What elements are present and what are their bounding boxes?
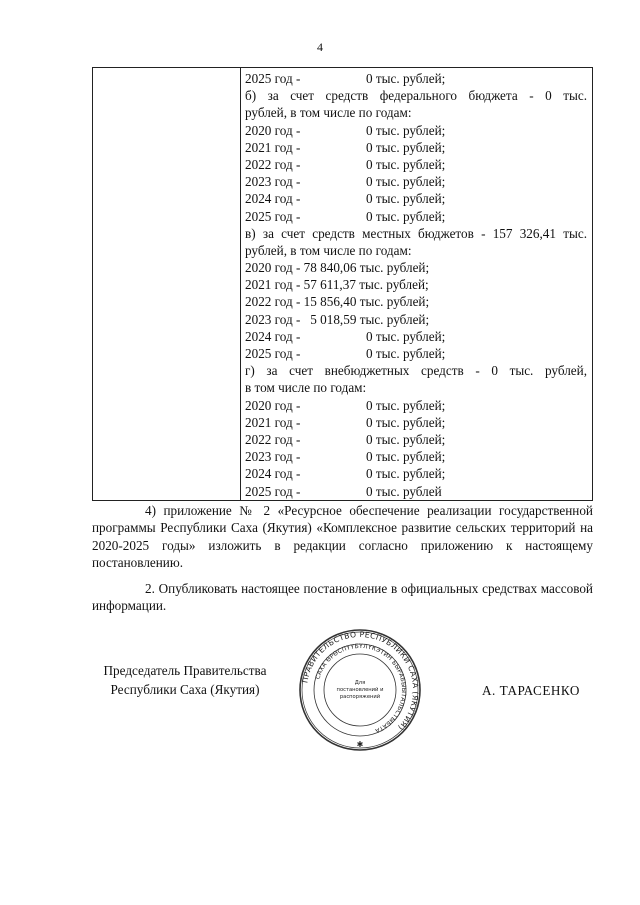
table-text-line: г) за счет внебюджетных средств - 0 тыс. рублей, xyxy=(245,363,587,379)
table-text-line: в) за счет средств местных бюджетов - 157 326,41 тыс. xyxy=(245,225,587,241)
table-year-row xyxy=(245,173,587,190)
year-label: 2023 год - xyxy=(245,174,301,190)
table-text-line: в том числе по годам: xyxy=(245,380,367,396)
year-label: 2022 год - xyxy=(245,431,301,447)
paragraph-publish: 2. Опубликовать настоящее постановление в официальных средствах массовой информации. xyxy=(92,581,593,614)
signatory-title xyxy=(85,661,285,699)
table-year-row xyxy=(245,431,587,448)
year-amount: 0 тыс. рублей xyxy=(366,483,442,499)
table-text-line: рублей, в том числе по годам: xyxy=(245,105,412,121)
paragraph-item-4: 4) приложение № 2 «Ресурсное обеспечение реализации государственной программы Республики Саха (Якутия) «Комплексное развитие сельских территорий на 2020-2025 годы» изложить в редакции согласно приложению к настоящему постановлению. xyxy=(92,503,593,571)
funding-table xyxy=(92,67,593,501)
year-amount-text: 2023 год - 5 018,59 тыс. рублей; xyxy=(245,311,430,327)
year-amount: 0 тыс. рублей; xyxy=(366,414,446,430)
table-year-row xyxy=(245,208,587,225)
table-year-row xyxy=(245,414,587,431)
year-amount: 0 тыс. рублей; xyxy=(366,346,446,361)
year-amount-text: 2021 год - 57 611,37 тыс. рублей; xyxy=(245,277,429,293)
year-amount: 0 тыс. рублей; xyxy=(366,449,446,465)
year-amount: 0 тыс. рублей; xyxy=(366,431,446,447)
seal-outer-text: ПРАВИТЕЛЬСТВО РЕСПУБЛИКИ САХА (ЯКУТИЯ) xyxy=(300,629,421,733)
table-year-row xyxy=(245,139,587,156)
year-label: 2023 год - xyxy=(245,449,301,465)
year-amount: 0 тыс. рублей; xyxy=(366,122,446,138)
year-amount: 0 тыс. рублей; xyxy=(366,156,446,172)
seal-center-line3: распоряжений xyxy=(339,694,381,700)
page-number: 4 xyxy=(317,40,323,54)
table-year-row xyxy=(245,293,587,310)
year-amount: 0 тыс. рублей; xyxy=(366,397,446,413)
table-year-row xyxy=(245,397,587,414)
table-year-row xyxy=(245,483,587,500)
table-year-row xyxy=(245,328,587,345)
table-column-divider xyxy=(240,68,241,500)
table-year-row xyxy=(245,448,587,465)
signatory-title-line1: Председатель Правительства xyxy=(103,663,267,678)
year-label: 2025 год - xyxy=(245,483,301,499)
seal-inner-text: САХА ӨРӨСПҮҮБҮЛҮКЭТИН БЫРАБЫЫТАЛЬСТЫБАТА xyxy=(314,642,408,735)
year-label: 2020 год - xyxy=(245,122,301,138)
table-year-row xyxy=(245,345,587,362)
table-year-row xyxy=(245,156,587,173)
table-year-row xyxy=(245,70,587,87)
year-amount-text: 2020 год - 78 840,06 тыс. рублей; xyxy=(245,260,430,276)
table-year-row xyxy=(245,276,587,293)
table-year-row xyxy=(245,122,587,139)
year-amount-text: 2022 год - 15 856,40 тыс. рублей; xyxy=(245,294,430,310)
year-label: 2024 год - xyxy=(245,191,301,207)
seal-star-icon: ✱ xyxy=(356,740,364,749)
year-label: 2024 год - xyxy=(245,328,301,344)
year-label: 2020 год - xyxy=(245,397,301,413)
table-year-row xyxy=(245,190,587,207)
year-label: 2021 год - xyxy=(245,414,301,430)
year-label: 2021 год - xyxy=(245,139,301,155)
funding-cell xyxy=(245,70,587,500)
year-amount: 0 тыс. рублей; xyxy=(366,191,446,207)
year-label: 2024 год - xyxy=(245,466,301,482)
table-year-row xyxy=(245,259,587,276)
table-text-line: б) за счет средств федерального бюджета - 0 тыс. xyxy=(245,88,587,104)
year-label: 2025 год - xyxy=(245,208,301,224)
year-amount: 0 тыс. рублей; xyxy=(366,208,446,224)
seal-center-line1: Для xyxy=(354,680,366,686)
signatory-title-line2: Республики Саха (Якутия) xyxy=(110,682,260,697)
year-label: 2022 год - xyxy=(245,156,301,172)
table-year-row xyxy=(245,465,587,482)
signatory-name: А. ТАРАСЕНКО xyxy=(482,683,580,698)
year-amount: 0 тыс. рублей; xyxy=(366,466,446,482)
official-seal xyxy=(298,628,422,752)
year-amount: 0 тыс. рублей; xyxy=(366,174,446,190)
table-text-line: рублей, в том числе по годам: xyxy=(245,242,412,258)
year-amount: 0 тыс. рублей; xyxy=(366,71,446,86)
year-label: 2025 год - xyxy=(245,71,301,86)
year-label: 2025 год - xyxy=(245,346,301,361)
year-amount: 0 тыс. рублей; xyxy=(366,139,446,155)
year-amount: 0 тыс. рублей; xyxy=(366,328,446,344)
seal-center-line2: постановлений и xyxy=(336,687,384,693)
table-year-row xyxy=(245,311,587,328)
